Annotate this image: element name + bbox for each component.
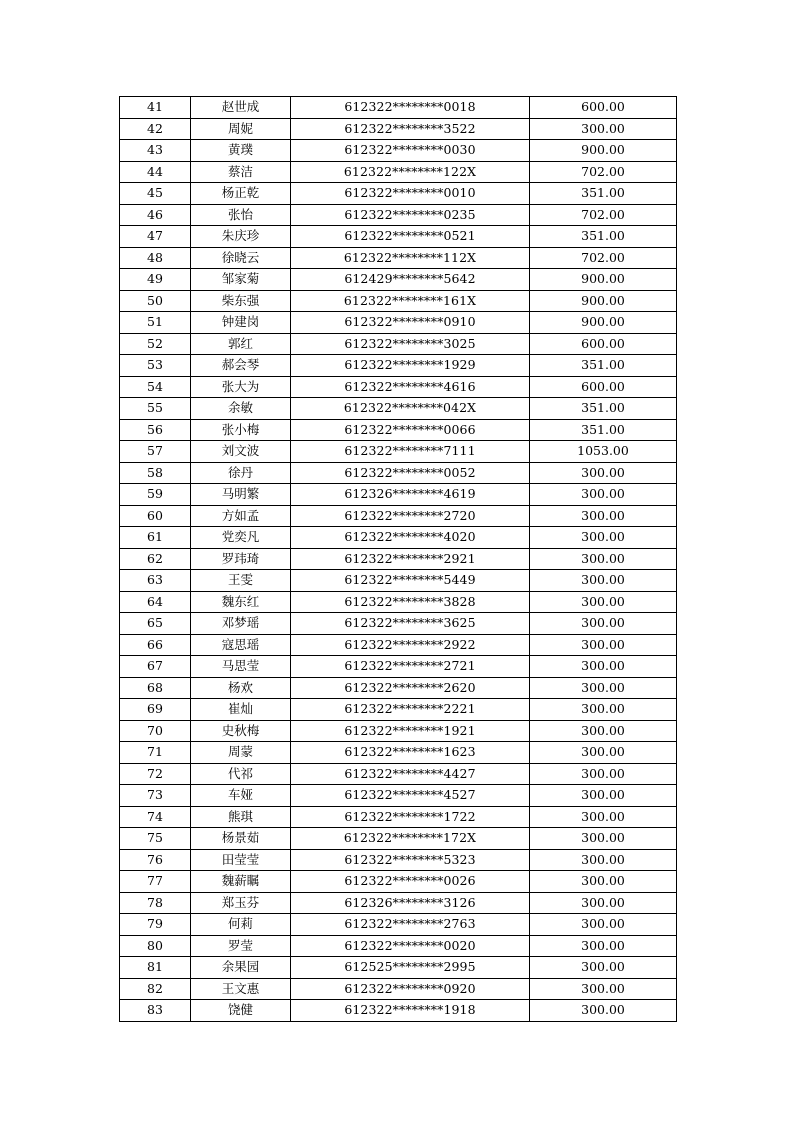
row-number-cell: 52: [120, 333, 191, 355]
table-row: [120, 118, 677, 140]
person-name-cell: 饶健: [191, 1000, 291, 1022]
id-number-cell: 612322********0026: [291, 871, 530, 893]
table-row: [120, 1000, 677, 1022]
id-number-cell: 612322********2721: [291, 656, 530, 678]
person-name-cell: 车娅: [191, 785, 291, 807]
id-number-cell: 612322********042X: [291, 398, 530, 420]
person-name-cell: 熊琪: [191, 806, 291, 828]
row-number-cell: 55: [120, 398, 191, 420]
row-number-cell: 77: [120, 871, 191, 893]
person-name-cell: 王雯: [191, 570, 291, 592]
amount-cell: 900.00: [530, 290, 677, 312]
table-row: [120, 914, 677, 936]
amount-cell: 702.00: [530, 161, 677, 183]
row-number-cell: 47: [120, 226, 191, 248]
person-name-cell: 蔡洁: [191, 161, 291, 183]
row-number-cell: 81: [120, 957, 191, 979]
person-name-cell: 郑玉芬: [191, 892, 291, 914]
id-number-cell: 612322********4427: [291, 763, 530, 785]
row-number-cell: 71: [120, 742, 191, 764]
amount-cell: 1053.00: [530, 441, 677, 463]
amount-cell: 300.00: [530, 892, 677, 914]
row-number-cell: 83: [120, 1000, 191, 1022]
amount-cell: 300.00: [530, 591, 677, 613]
id-number-cell: 612322********1921: [291, 720, 530, 742]
amount-cell: 300.00: [530, 656, 677, 678]
amount-cell: 300.00: [530, 935, 677, 957]
id-number-cell: 612322********2720: [291, 505, 530, 527]
row-number-cell: 59: [120, 484, 191, 506]
table-row: [120, 570, 677, 592]
id-number-cell: 612322********0521: [291, 226, 530, 248]
person-name-cell: 崔灿: [191, 699, 291, 721]
amount-cell: 300.00: [530, 720, 677, 742]
id-number-cell: 612326********4619: [291, 484, 530, 506]
table-row: [120, 806, 677, 828]
id-number-cell: 612322********3625: [291, 613, 530, 635]
person-name-cell: 柴东强: [191, 290, 291, 312]
id-number-cell: 612322********4527: [291, 785, 530, 807]
id-number-cell: 612322********3025: [291, 333, 530, 355]
person-name-cell: 代祁: [191, 763, 291, 785]
row-number-cell: 45: [120, 183, 191, 205]
person-name-cell: 方如孟: [191, 505, 291, 527]
person-name-cell: 史秋梅: [191, 720, 291, 742]
table-row: [120, 656, 677, 678]
table-row: [120, 290, 677, 312]
id-number-cell: 612322********2922: [291, 634, 530, 656]
table-row: [120, 312, 677, 334]
id-number-cell: 612322********0910: [291, 312, 530, 334]
amount-cell: 300.00: [530, 785, 677, 807]
amount-cell: 900.00: [530, 312, 677, 334]
row-number-cell: 63: [120, 570, 191, 592]
row-number-cell: 61: [120, 527, 191, 549]
amount-cell: 351.00: [530, 226, 677, 248]
table-row: [120, 97, 677, 119]
amount-cell: 300.00: [530, 548, 677, 570]
amount-cell: 300.00: [530, 957, 677, 979]
person-name-cell: 何莉: [191, 914, 291, 936]
table-row: [120, 742, 677, 764]
row-number-cell: 66: [120, 634, 191, 656]
table-row: [120, 226, 677, 248]
person-name-cell: 邓梦瑶: [191, 613, 291, 635]
row-number-cell: 75: [120, 828, 191, 850]
table-row: [120, 355, 677, 377]
row-number-cell: 67: [120, 656, 191, 678]
row-number-cell: 73: [120, 785, 191, 807]
person-name-cell: 黄璞: [191, 140, 291, 162]
amount-cell: 300.00: [530, 849, 677, 871]
subsidy-roster-table: [119, 96, 677, 1022]
row-number-cell: 62: [120, 548, 191, 570]
table-row: [120, 484, 677, 506]
table-row: [120, 957, 677, 979]
row-number-cell: 53: [120, 355, 191, 377]
table-row: [120, 828, 677, 850]
id-number-cell: 612322********5323: [291, 849, 530, 871]
id-number-cell: 612322********1722: [291, 806, 530, 828]
table-row: [120, 871, 677, 893]
amount-cell: 300.00: [530, 484, 677, 506]
person-name-cell: 朱庆珍: [191, 226, 291, 248]
amount-cell: 300.00: [530, 871, 677, 893]
table-row: [120, 527, 677, 549]
table-row: [120, 935, 677, 957]
table-row: [120, 634, 677, 656]
table-row: [120, 376, 677, 398]
person-name-cell: 张小梅: [191, 419, 291, 441]
amount-cell: 351.00: [530, 183, 677, 205]
id-number-cell: 612322********2620: [291, 677, 530, 699]
row-number-cell: 74: [120, 806, 191, 828]
person-name-cell: 张大为: [191, 376, 291, 398]
id-number-cell: 612322********0010: [291, 183, 530, 205]
id-number-cell: 612322********112X: [291, 247, 530, 269]
id-number-cell: 612322********1929: [291, 355, 530, 377]
person-name-cell: 徐丹: [191, 462, 291, 484]
id-number-cell: 612322********161X: [291, 290, 530, 312]
row-number-cell: 42: [120, 118, 191, 140]
table-row: [120, 269, 677, 291]
amount-cell: 300.00: [530, 677, 677, 699]
amount-cell: 702.00: [530, 204, 677, 226]
table-row: [120, 613, 677, 635]
row-number-cell: 51: [120, 312, 191, 334]
table-row: [120, 247, 677, 269]
row-number-cell: 78: [120, 892, 191, 914]
row-number-cell: 43: [120, 140, 191, 162]
id-number-cell: 612322********0052: [291, 462, 530, 484]
row-number-cell: 54: [120, 376, 191, 398]
id-number-cell: 612322********1918: [291, 1000, 530, 1022]
amount-cell: 300.00: [530, 914, 677, 936]
id-number-cell: 612322********0030: [291, 140, 530, 162]
amount-cell: 300.00: [530, 699, 677, 721]
person-name-cell: 党奕凡: [191, 527, 291, 549]
row-number-cell: 76: [120, 849, 191, 871]
id-number-cell: 612429********5642: [291, 269, 530, 291]
table-row: [120, 720, 677, 742]
table-row: [120, 161, 677, 183]
amount-cell: 702.00: [530, 247, 677, 269]
row-number-cell: 57: [120, 441, 191, 463]
person-name-cell: 王文惠: [191, 978, 291, 1000]
row-number-cell: 58: [120, 462, 191, 484]
table-row: [120, 677, 677, 699]
table-row: [120, 398, 677, 420]
person-name-cell: 魏薪瞩: [191, 871, 291, 893]
id-number-cell: 612322********0020: [291, 935, 530, 957]
amount-cell: 600.00: [530, 376, 677, 398]
id-number-cell: 612322********3522: [291, 118, 530, 140]
amount-cell: 300.00: [530, 634, 677, 656]
person-name-cell: 马思莹: [191, 656, 291, 678]
row-number-cell: 72: [120, 763, 191, 785]
id-number-cell: 612322********2763: [291, 914, 530, 936]
amount-cell: 900.00: [530, 269, 677, 291]
row-number-cell: 82: [120, 978, 191, 1000]
person-name-cell: 罗玮琦: [191, 548, 291, 570]
amount-cell: 300.00: [530, 527, 677, 549]
table-row: [120, 763, 677, 785]
id-number-cell: 612322********4616: [291, 376, 530, 398]
person-name-cell: 杨景茹: [191, 828, 291, 850]
id-number-cell: 612322********4020: [291, 527, 530, 549]
person-name-cell: 罗莹: [191, 935, 291, 957]
amount-cell: 300.00: [530, 118, 677, 140]
table-row: [120, 204, 677, 226]
row-number-cell: 80: [120, 935, 191, 957]
amount-cell: 300.00: [530, 1000, 677, 1022]
person-name-cell: 徐晓云: [191, 247, 291, 269]
person-name-cell: 郝会琴: [191, 355, 291, 377]
id-number-cell: 612322********0018: [291, 97, 530, 119]
amount-cell: 351.00: [530, 419, 677, 441]
person-name-cell: 余敏: [191, 398, 291, 420]
amount-cell: 300.00: [530, 742, 677, 764]
row-number-cell: 46: [120, 204, 191, 226]
row-number-cell: 41: [120, 97, 191, 119]
amount-cell: 300.00: [530, 763, 677, 785]
id-number-cell: 612322********2221: [291, 699, 530, 721]
person-name-cell: 杨正乾: [191, 183, 291, 205]
amount-cell: 300.00: [530, 828, 677, 850]
row-number-cell: 70: [120, 720, 191, 742]
table-row: [120, 849, 677, 871]
table-row: [120, 505, 677, 527]
amount-cell: 300.00: [530, 613, 677, 635]
person-name-cell: 马明繁: [191, 484, 291, 506]
amount-cell: 900.00: [530, 140, 677, 162]
person-name-cell: 周蒙: [191, 742, 291, 764]
amount-cell: 300.00: [530, 570, 677, 592]
table-row: [120, 978, 677, 1000]
person-name-cell: 张怡: [191, 204, 291, 226]
amount-cell: 300.00: [530, 806, 677, 828]
roster-table-body: [120, 97, 677, 1022]
table-row: [120, 462, 677, 484]
person-name-cell: 田莹莹: [191, 849, 291, 871]
subsidy-roster-page: [119, 96, 674, 1022]
id-number-cell: 612326********3126: [291, 892, 530, 914]
table-row: [120, 548, 677, 570]
id-number-cell: 612322********3828: [291, 591, 530, 613]
row-number-cell: 49: [120, 269, 191, 291]
amount-cell: 300.00: [530, 978, 677, 1000]
id-number-cell: 612322********0235: [291, 204, 530, 226]
table-row: [120, 441, 677, 463]
person-name-cell: 刘文波: [191, 441, 291, 463]
amount-cell: 300.00: [530, 462, 677, 484]
row-number-cell: 60: [120, 505, 191, 527]
id-number-cell: 612322********172X: [291, 828, 530, 850]
person-name-cell: 郭红: [191, 333, 291, 355]
amount-cell: 600.00: [530, 97, 677, 119]
row-number-cell: 50: [120, 290, 191, 312]
id-number-cell: 612322********2921: [291, 548, 530, 570]
amount-cell: 351.00: [530, 355, 677, 377]
person-name-cell: 钟建岗: [191, 312, 291, 334]
row-number-cell: 68: [120, 677, 191, 699]
person-name-cell: 魏东红: [191, 591, 291, 613]
table-row: [120, 785, 677, 807]
table-row: [120, 892, 677, 914]
row-number-cell: 65: [120, 613, 191, 635]
amount-cell: 600.00: [530, 333, 677, 355]
id-number-cell: 612322********122X: [291, 161, 530, 183]
person-name-cell: 余果园: [191, 957, 291, 979]
id-number-cell: 612322********0920: [291, 978, 530, 1000]
person-name-cell: 杨欢: [191, 677, 291, 699]
table-row: [120, 419, 677, 441]
amount-cell: 300.00: [530, 505, 677, 527]
row-number-cell: 64: [120, 591, 191, 613]
table-row: [120, 333, 677, 355]
person-name-cell: 赵世成: [191, 97, 291, 119]
row-number-cell: 44: [120, 161, 191, 183]
person-name-cell: 邹家菊: [191, 269, 291, 291]
id-number-cell: 612322********1623: [291, 742, 530, 764]
id-number-cell: 612525********2995: [291, 957, 530, 979]
row-number-cell: 48: [120, 247, 191, 269]
id-number-cell: 612322********7111: [291, 441, 530, 463]
table-row: [120, 183, 677, 205]
id-number-cell: 612322********5449: [291, 570, 530, 592]
table-row: [120, 699, 677, 721]
row-number-cell: 69: [120, 699, 191, 721]
table-row: [120, 591, 677, 613]
row-number-cell: 56: [120, 419, 191, 441]
person-name-cell: 寇思瑶: [191, 634, 291, 656]
amount-cell: 351.00: [530, 398, 677, 420]
id-number-cell: 612322********0066: [291, 419, 530, 441]
person-name-cell: 周妮: [191, 118, 291, 140]
table-row: [120, 140, 677, 162]
row-number-cell: 79: [120, 914, 191, 936]
